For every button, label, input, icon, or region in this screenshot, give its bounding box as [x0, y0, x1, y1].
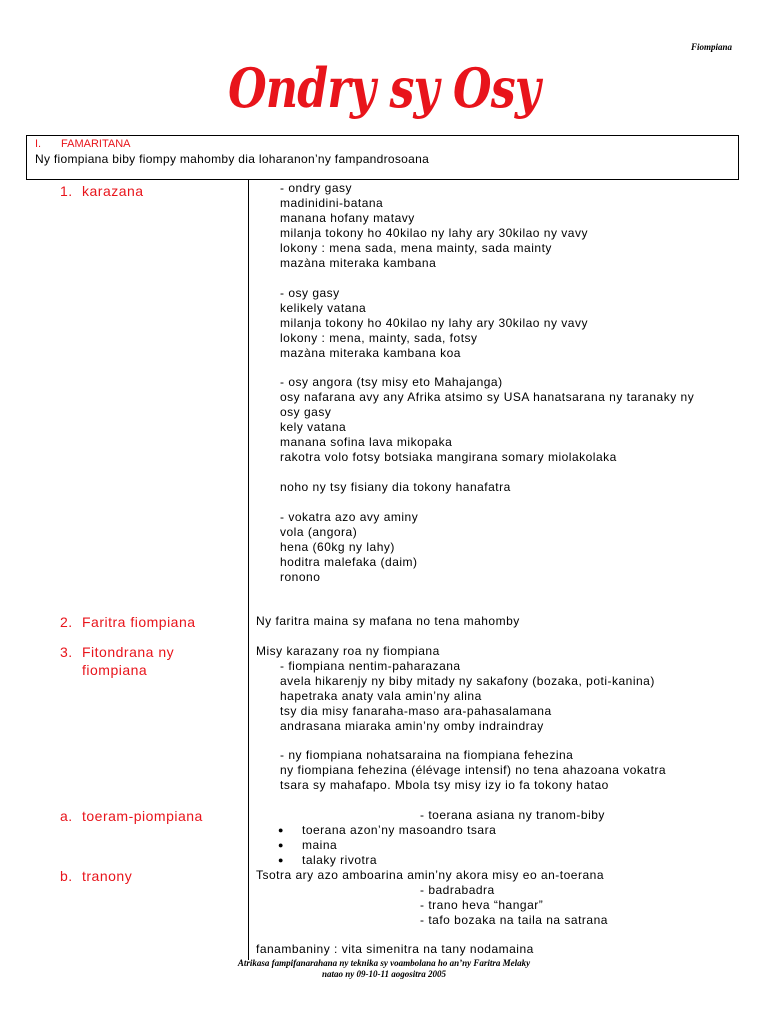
tranony-item: - badrabadra — [420, 883, 495, 897]
bullet-icon: ● — [278, 840, 284, 851]
section-heading — [35, 138, 130, 150]
karazana-line: - ondry gasy — [280, 181, 353, 195]
tranony-item: - tafo bozaka na taila na satrana — [420, 913, 608, 927]
section-number: I. — [35, 138, 42, 150]
bullet-icon: ● — [278, 825, 284, 836]
left-item-fitondrana — [60, 644, 174, 660]
item-label: karazana — [82, 183, 144, 199]
toeram-piompiana-dash: - toerana asiana ny tranom-biby — [420, 808, 605, 822]
item-number: 2. — [60, 614, 73, 630]
bullet-icon: ● — [278, 855, 284, 866]
karazana-line: lokony : mena, mainty, sada, fotsy — [280, 331, 478, 345]
column-divider — [248, 180, 249, 960]
page-title: Ondry sy Osy — [228, 56, 540, 120]
toeram-piompiana-bullet — [278, 838, 337, 853]
bullet-text: maina — [302, 838, 338, 852]
left-item-toeram-piompiana — [60, 808, 203, 824]
karazana-line: lokony : mena sada, mena mainty, sada mainty — [280, 241, 552, 255]
fitondrana-line: hapetraka anaty vala amin’ny alina — [280, 689, 482, 703]
left-item-fitondrana-line2: fiompiana — [82, 662, 148, 678]
fitondrana-line: avela hikarenjy ny biby mitady ny sakafony (bozaka, poti-kanina) — [280, 674, 655, 688]
fitondrana-line: tsara sy mahafapo. Mbola tsy misy izy io fa tokony hatao — [280, 778, 609, 792]
fitondrana-line: Misy karazany roa ny fiompiana — [256, 644, 440, 658]
karazana-line: manana hofany matavy — [280, 211, 415, 225]
karazana-line: - vokatra azo avy aminy — [280, 510, 419, 524]
toeram-piompiana-bullet — [278, 853, 377, 868]
fitondrana-line: andrasana miaraka amin’ny omby indraindray — [280, 719, 544, 733]
toeram-piompiana-bullet — [278, 823, 496, 838]
tranony-intro: Tsotra ary azo amboarina amin’ny akora misy eo an-toerana — [256, 868, 604, 882]
karazana-line: rakotra volo fotsy botsiaka mangirana somary miolakolaka — [280, 450, 617, 464]
section-description: Ny fiompiana biby fiompy mahomby dia loharanon’ny fampandrosoana — [35, 152, 430, 166]
fitondrana-line: ny fiompiana fehezina (élévage intensif) no tena ahazoana vokatra — [280, 763, 667, 777]
karazana-line: manana sofina lava mikopaka — [280, 435, 453, 449]
item-number: 1. — [60, 183, 73, 199]
karazana-line: osy nafarana avy any Afrika atsimo sy USA hanatsarana ny taranaky ny — [280, 390, 695, 404]
fitondrana-line: - ny fiompiana nohatsaraina na fiompiana fehezina — [280, 748, 574, 762]
definition-box — [26, 135, 739, 180]
karazana-line: mazàna miteraka kambana koa — [280, 346, 461, 360]
header-label: Fiompiana — [690, 42, 732, 52]
left-item-tranony — [60, 868, 132, 884]
section-title: FAMARITANA — [61, 138, 131, 150]
karazana-line: osy gasy — [280, 405, 332, 419]
karazana-line: milanja tokony ho 40kilao ny lahy ary 30kilao ny vavy — [280, 316, 588, 330]
left-item-karazana — [60, 183, 144, 199]
item-label: tranony — [82, 868, 133, 884]
faritra-text: Ny faritra maina sy mafana no tena mahomby — [256, 614, 520, 628]
fitondrana-line: tsy dia misy fanaraha-maso ara-pahasalamana — [280, 704, 552, 718]
item-number: b. — [60, 868, 73, 884]
karazana-line: milanja tokony ho 40kilao ny lahy ary 30kilao ny vavy — [280, 226, 588, 240]
footer-line-2: natao ny 09-10-11 aogositra 2005 — [321, 969, 446, 979]
karazana-line: ronono — [280, 570, 321, 584]
tranony-item: - trano heva “hangar” — [420, 898, 544, 912]
item-label: Fitondrana ny — [82, 644, 175, 660]
bullet-text: toerana azon’ny masoandro tsara — [302, 823, 497, 837]
item-number: 3. — [60, 644, 73, 660]
karazana-line: kelikely vatana — [280, 301, 367, 315]
karazana-line: madinidini-batana — [280, 196, 384, 210]
item-number: a. — [60, 808, 73, 824]
karazana-line: vola (angora) — [280, 525, 358, 539]
fitondrana-line: - fiompiana nentim-paharazana — [280, 659, 461, 673]
footer-line-1: Atrikasa fampifanarahana ny teknika sy voambolana ho an’ny Faritra Melaky — [237, 958, 531, 968]
tranony-fanambaniny: fanambaniny : vita simenitra na tany nodamaina — [256, 942, 534, 956]
karazana-line: hena (60kg ny lahy) — [280, 540, 395, 554]
bullet-text: talaky rivotra — [302, 853, 378, 867]
karazana-line: - osy gasy — [280, 286, 340, 300]
item-label: toeram-piompiana — [82, 808, 203, 824]
item-label: Faritra fiompiana — [82, 614, 196, 630]
karazana-line: - osy angora (tsy misy eto Mahajanga) — [280, 375, 503, 389]
karazana-line: mazàna miteraka kambana — [280, 256, 437, 270]
karazana-line: noho ny tsy fisiany dia tokony hanafatra — [280, 480, 511, 494]
karazana-line: kely vatana — [280, 420, 347, 434]
left-item-faritra — [60, 614, 196, 630]
karazana-line: hoditra malefaka (daim) — [280, 555, 418, 569]
